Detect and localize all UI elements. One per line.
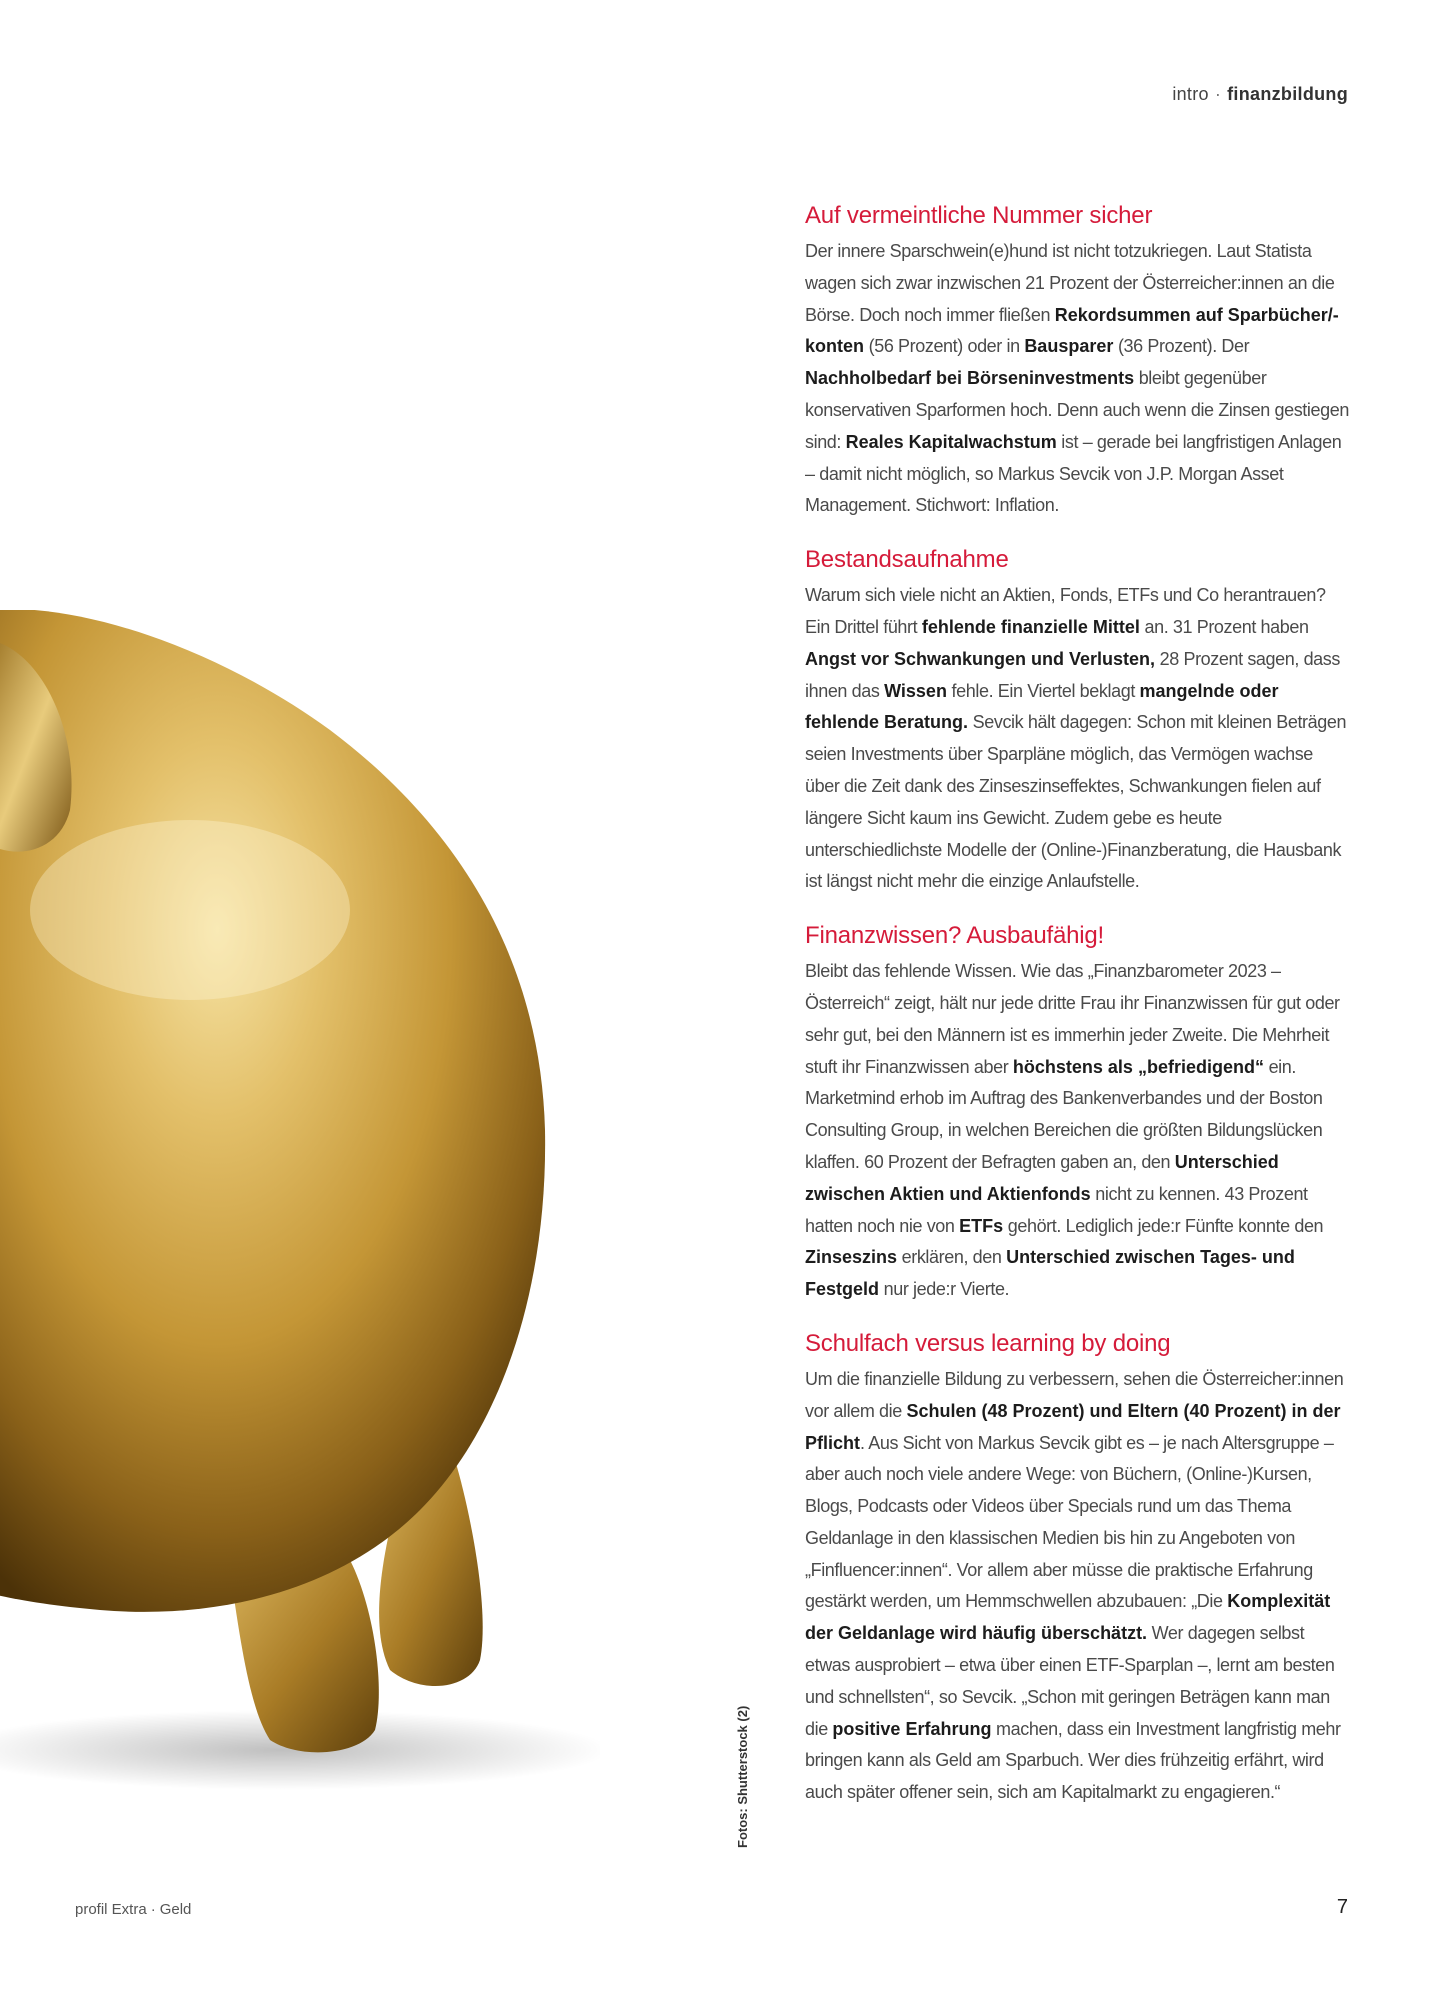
- section-body: [805, 236, 1350, 522]
- body-text: (36 Prozent). Der: [1113, 336, 1250, 357]
- body-text: bleibt gegenüber konservativen Sparformen hoch. Denn auch wenn die Zinsen gestiegen sind:: [805, 368, 1349, 452]
- body-text: Um die finanzielle Bildung zu verbessern, sehen die Österreicher:innen vor allem die: [805, 1368, 1344, 1421]
- emphasized-text: ETFs: [959, 1215, 1004, 1236]
- article-section: [805, 1328, 1350, 1809]
- body-text: Der innere Sparschwein(e)hund ist nicht totzukriegen. Laut Statista wagen sich zwar inzwischen 21 Prozent der Österreicher:innen an die Börse. Doch noch immer fließen: [805, 241, 1335, 325]
- body-text: gehört. Lediglich jede:r Fünfte konnte den: [1003, 1215, 1324, 1236]
- body-text: Sevcik hält dagegen: Schon mit kleinen Beträgen seien Investments über Sparpläne möglich, das Vermögen wachse über die Zeit dank des Zinseszinseffektes, Schwankungen fielen auf längere Sicht kaum ins Gewicht. Zudem gebe es heute unterschiedlichste Modelle der (Online-)Finanzberatung, die Hausbank ist längst nicht mehr die einzige Anlaufstelle.: [805, 712, 1347, 892]
- emphasized-text: positive Erfahrung: [832, 1718, 992, 1739]
- body-text: . Aus Sicht von Markus Sevcik gibt es – je nach Altersgruppe – aber auch noch viele andere Wege: von Büchern, (Online-)Kursen, Blogs, Podcasts oder Videos über Specials rund um das Thema Geldanlage in den klassischen Medien bis hin zu Angeboten von „Finfluencer:innen“. Vor allem aber müsse die praktische Erfahrung gestärkt werden, um Hemmschwellen abzubauen: „Die: [805, 1432, 1334, 1612]
- section-body: [805, 1364, 1350, 1809]
- body-text: ist – gerade bei langfristigen Anlagen – damit nicht möglich, so Markus Sevcik von J.P. Morgan Asset Management. Stichwort: Inflation.: [805, 431, 1342, 516]
- section-heading: Finanzwissen? Ausbaufähig!: [805, 922, 1104, 950]
- article-section: [805, 920, 1350, 1306]
- section-heading: Auf vermeintliche Nummer sicher: [805, 202, 1153, 229]
- emphasized-text: Bausparer: [1024, 336, 1114, 357]
- article-column: [805, 200, 1350, 1831]
- section-body: [805, 580, 1350, 898]
- body-text: nur jede:r Vierte.: [879, 1279, 1010, 1300]
- body-text: ein. Marketmind erhob im Auftrag des Bankenverbandes und der Boston Consulting Group, in welchen Bereichen die größten Bildungslücken klaffen. 60 Prozent der Befragten gaben an, den: [805, 1056, 1323, 1172]
- header-topic: finanzbildung: [1227, 84, 1348, 104]
- body-text: an. 31 Prozent haben: [1139, 616, 1309, 637]
- emphasized-text: höchstens als „befriedigend“: [1012, 1056, 1264, 1077]
- body-text: Bleibt das fehlende Wissen. Wie das „Finanzbarometer 2023 – Österreich“ zeigt, hält nur jede dritte Frau ihr Finanzwissen für gut oder sehr gut, bei den Männern ist es immerhin jeder Zweite. Die Mehrheit stuft ihr Finanzwissen aber: [805, 961, 1340, 1077]
- body-text: (56 Prozent) oder in: [864, 336, 1025, 357]
- piggy-bank-illustration: [0, 610, 600, 1860]
- golden-piggy-bank-image: [0, 610, 600, 1860]
- footer-publication: [75, 1901, 191, 1918]
- emphasized-text: fehlende finanzielle Mittel: [921, 616, 1140, 637]
- page-number: 7: [1336, 1896, 1348, 1918]
- section-body: [805, 956, 1350, 1306]
- body-text: fehle. Ein Viertel beklagt: [946, 680, 1140, 701]
- emphasized-text: Unterschied zwischen Aktien und Aktienfonds: [805, 1151, 1279, 1204]
- photo-credit: Fotos: Shutterstock (2): [735, 1705, 750, 1848]
- emphasized-text: Komplexität der Geldanlage wird häufig überschätzt.: [805, 1591, 1331, 1644]
- footer-issue: Geld: [159, 1901, 192, 1918]
- body-text: machen, dass ein Investment langfristig mehr bringen kann als Geld am Sparbuch. Wer dies frühzeitig erfährt, wird auch später offener sein, sich am Kapitalmarkt zu engagieren.“: [805, 1718, 1341, 1803]
- section-heading: Bestandsaufnahme: [805, 546, 1009, 574]
- emphasized-text: mangelnde oder fehlende Beratung.: [805, 680, 1279, 733]
- footer-publication-name: profil Extra: [75, 1901, 147, 1918]
- emphasized-text: Angst vor Schwankungen und Verlusten,: [805, 648, 1156, 669]
- header-separator: ·: [1214, 84, 1222, 104]
- emphasized-text: Rekordsummen auf Sparbücher/-konten: [805, 304, 1339, 357]
- article-section: [805, 200, 1350, 522]
- header-section: intro: [1172, 84, 1209, 104]
- emphasized-text: Nachholbedarf bei Börseninvestments: [805, 368, 1135, 389]
- article-section: [805, 544, 1350, 898]
- body-text: nicht zu kennen. 43 Prozent hatten noch nie von: [805, 1183, 1308, 1236]
- emphasized-text: Zinseszins: [805, 1247, 898, 1268]
- footer-separator: ·: [150, 1901, 156, 1918]
- body-text: Wer dagegen selbst etwas ausprobiert – etwa über einen ETF-Sparplan –, lernt am besten und schnellsten“, so Sevcik. „Schon mit geringen Beträgen kann man die: [805, 1623, 1335, 1739]
- emphasized-text: Schulen (48 Prozent) und Eltern (40 Prozent) in der Pflicht: [805, 1400, 1341, 1453]
- emphasized-text: Unterschied zwischen Tages- und Festgeld: [805, 1247, 1295, 1300]
- body-text: Warum sich viele nicht an Aktien, Fonds, ETFs und Co herantrauen? Ein Drittel führt: [805, 585, 1326, 637]
- emphasized-text: Reales Kapitalwachstum: [845, 431, 1057, 452]
- body-text: erklären, den: [897, 1247, 1007, 1268]
- section-heading: Schulfach versus learning by doing: [805, 1329, 1171, 1357]
- body-text: 28 Prozent sagen, dass ihnen das: [805, 648, 1340, 701]
- emphasized-text: Wissen: [884, 680, 947, 701]
- page-header: [1172, 84, 1348, 105]
